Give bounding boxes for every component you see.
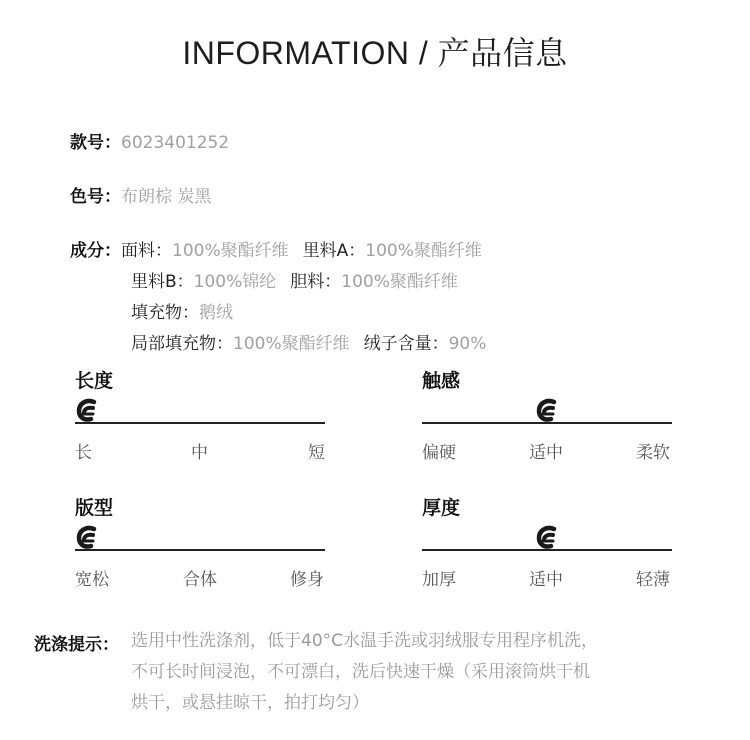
- touch-marker-icon: [535, 397, 559, 423]
- lining-a-key: 里料A：: [302, 241, 366, 261]
- wash-line-1: 选用中性洗涤剂，低于40°C水温手洗或羽绒服专用程序机洗，: [131, 631, 599, 651]
- lining-b-value: 100%锦纶: [193, 272, 277, 292]
- style-number-label: 款号：: [70, 133, 121, 153]
- thickness-marker-icon: [535, 524, 559, 550]
- length-left-label: 长: [75, 443, 92, 463]
- page-title: INFORMATION / 产品信息: [182, 35, 568, 71]
- touch-left-label: 偏硬: [422, 443, 456, 463]
- composition-label: 成分：: [70, 241, 121, 261]
- length-title: 长度: [75, 370, 114, 392]
- wash-label: 洗涤提示：: [34, 635, 119, 655]
- lining-a-value: 100%聚酯纤维: [365, 241, 482, 261]
- composition-row-3: [131, 298, 233, 323]
- thickness-mid-label: 适中: [529, 570, 563, 590]
- partial-fill-value: 100%聚酯纤维: [233, 334, 350, 354]
- touch-title: 触感: [422, 370, 461, 392]
- wash-line-3: 烘干，或悬挂晾干，拍打均匀）: [131, 693, 369, 713]
- wash-line-2: 不可长时间浸泡，不可漂白，洗后快速干燥（采用滚筒烘干机: [131, 662, 590, 682]
- length-track: [75, 422, 325, 424]
- style-number-row: [70, 128, 229, 153]
- composition-row-4: [131, 329, 486, 354]
- composition-row-1: [70, 236, 482, 261]
- color-row: [70, 182, 211, 207]
- fill-value: 鹅绒: [199, 303, 233, 323]
- thickness-left-label: 加厚: [422, 570, 456, 590]
- touch-mid-label: 适中: [529, 443, 563, 463]
- composition-row-2: [131, 267, 458, 292]
- fit-track: [75, 549, 325, 551]
- lining-b-key: 里料B：: [131, 272, 194, 292]
- color-value: 布朗棕 炭黑: [121, 187, 212, 207]
- fill-key: 填充物：: [131, 303, 199, 323]
- length-marker-icon: [75, 397, 99, 423]
- fabric-key: 面料：: [121, 241, 172, 261]
- fabric-value: 100%聚酯纤维: [172, 241, 289, 261]
- length-mid-label: 中: [191, 443, 208, 463]
- thickness-title: 厚度: [422, 497, 461, 519]
- fit-left-label: 宽松: [75, 570, 109, 590]
- length-right-label: 短: [308, 443, 325, 463]
- partial-fill-key: 局部填充物：: [131, 334, 233, 354]
- down-content-key: 绒子含量：: [363, 334, 449, 354]
- fit-right-label: 修身: [290, 570, 324, 590]
- style-number-value: 6023401252: [121, 133, 230, 153]
- fit-mid-label: 合体: [183, 570, 217, 590]
- fit-title: 版型: [75, 497, 114, 519]
- down-content-value: 90%: [448, 334, 487, 354]
- fit-marker-icon: [75, 524, 99, 550]
- thickness-right-label: 轻薄: [636, 570, 670, 590]
- bladder-key: 胆料：: [290, 272, 342, 292]
- color-label: 色号：: [70, 187, 121, 207]
- bladder-value: 100%聚酯纤维: [341, 272, 458, 292]
- touch-right-label: 柔软: [636, 443, 670, 463]
